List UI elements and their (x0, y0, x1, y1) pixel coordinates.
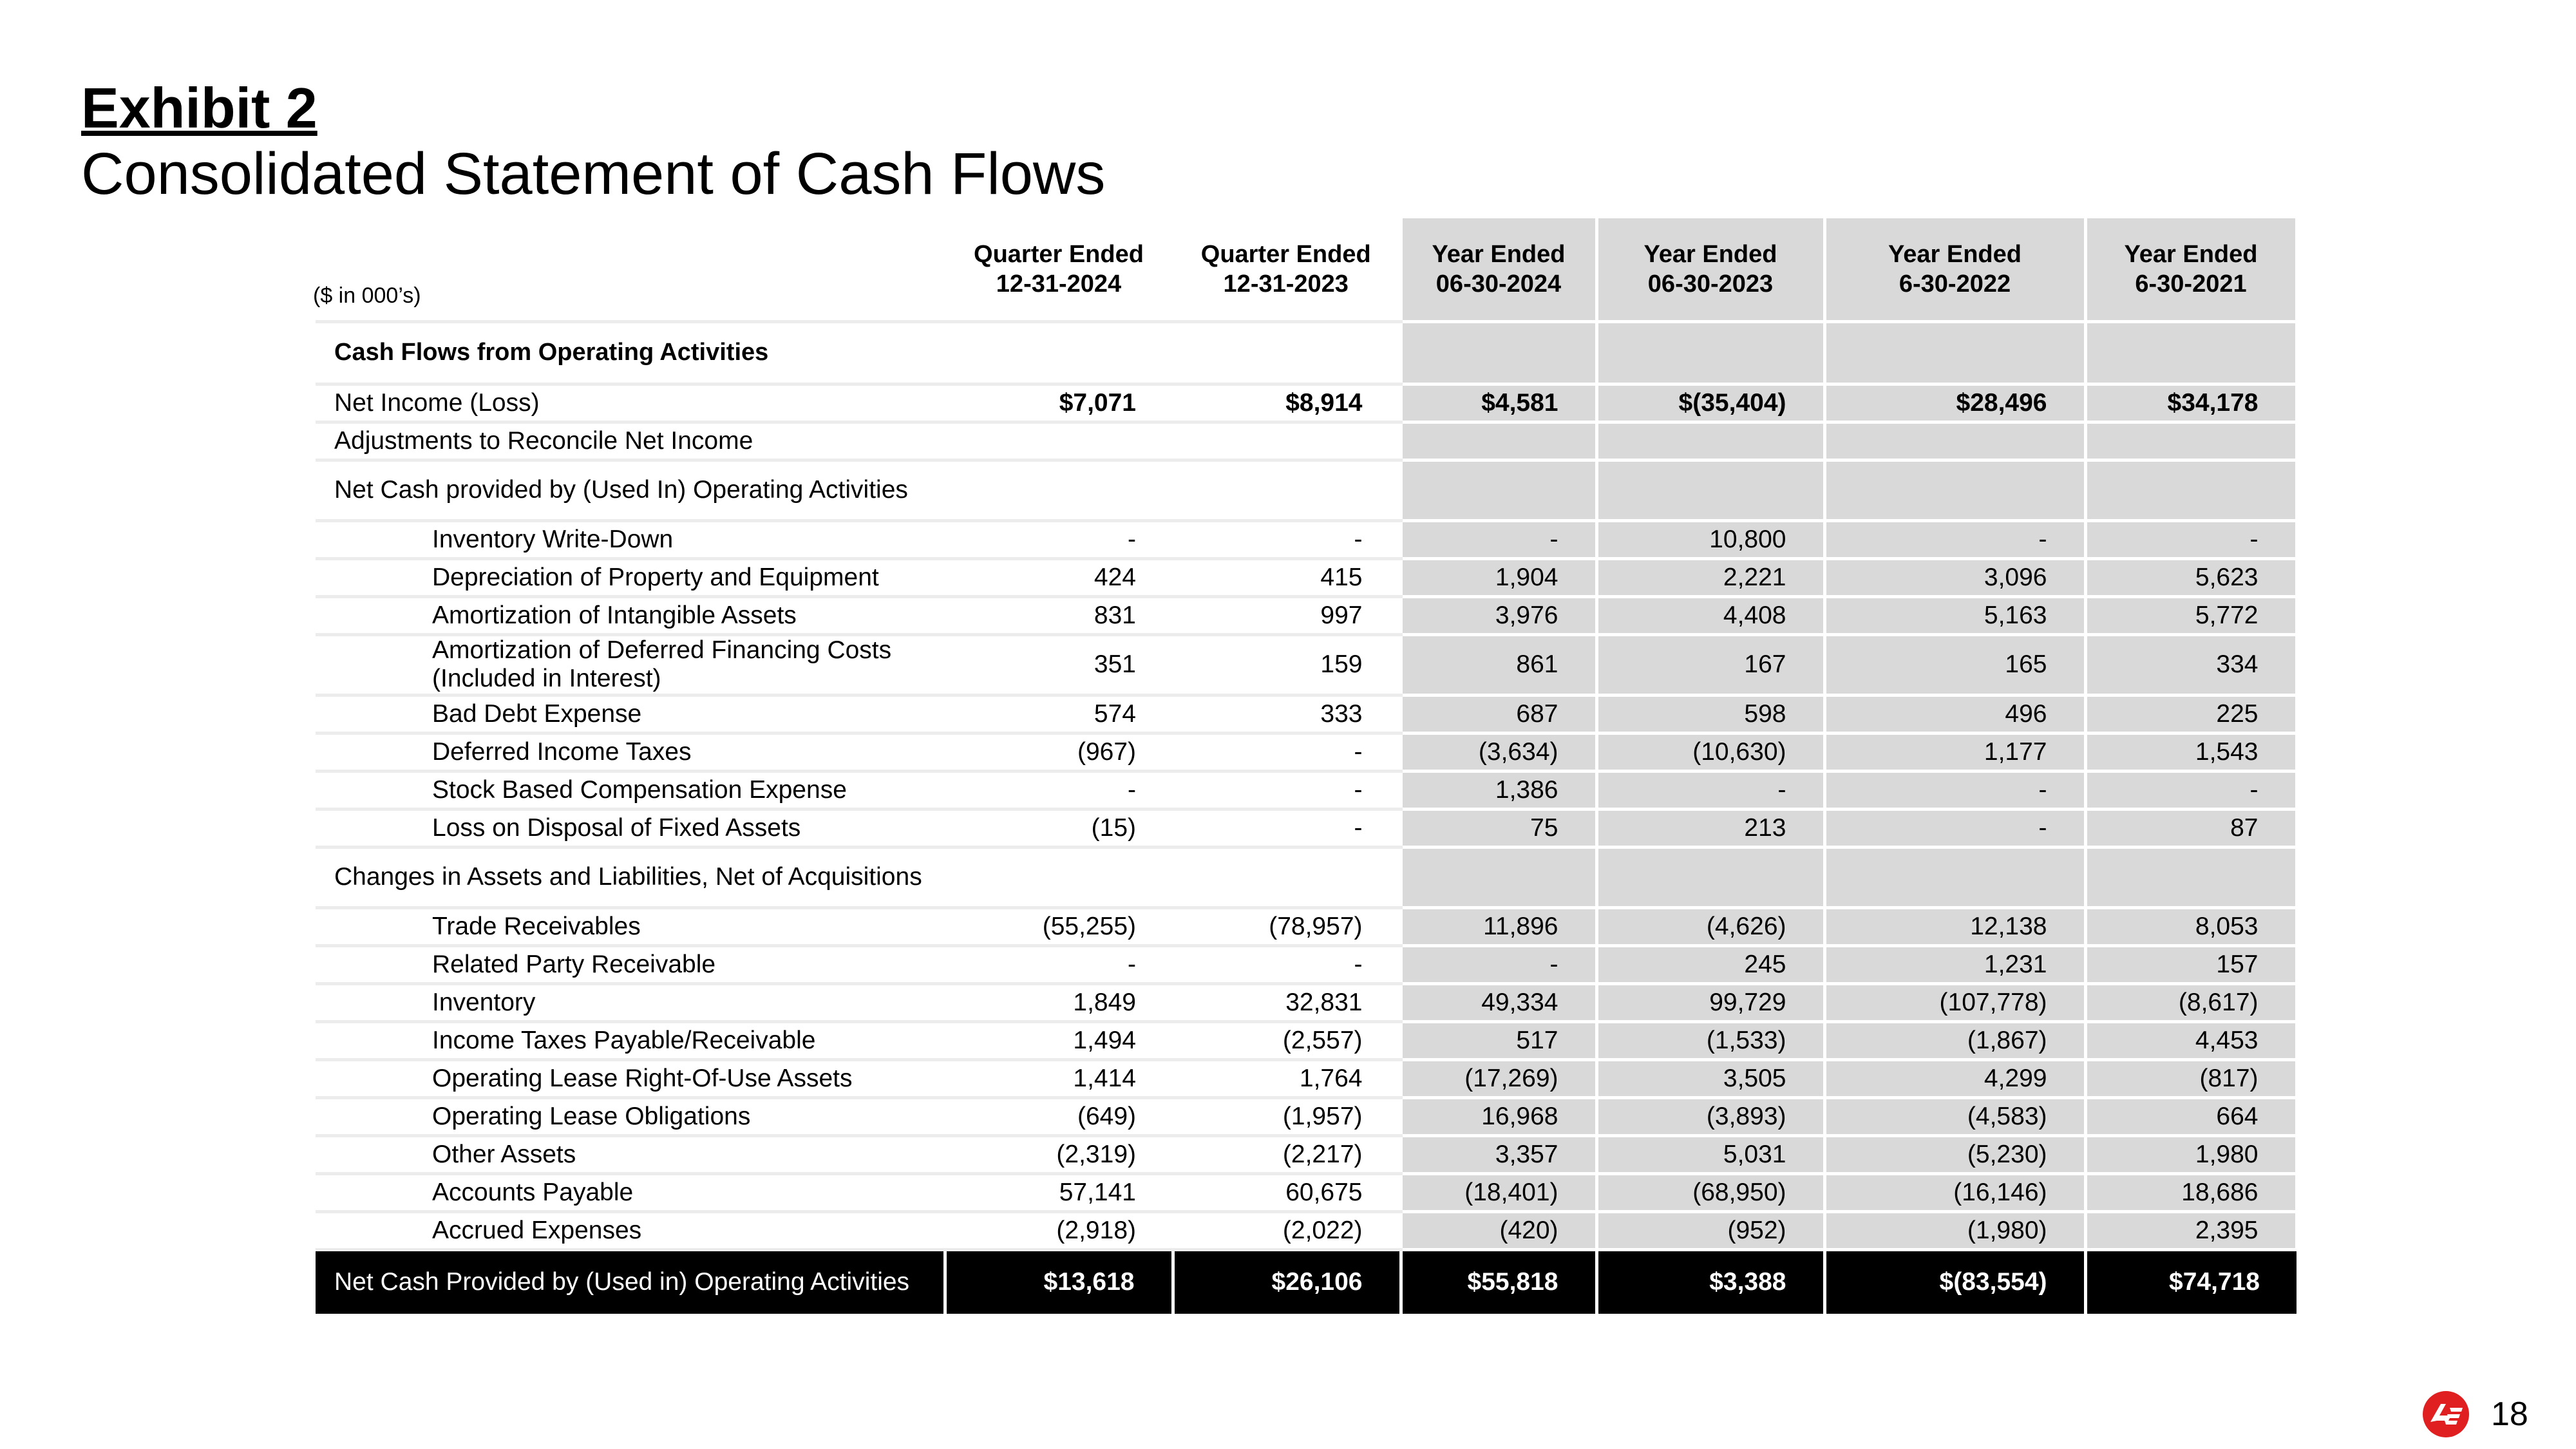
table-cell (1401, 460, 1596, 520)
column-header-line1: Year Ended (1888, 240, 2022, 268)
table-cell: 8,053 (2085, 907, 2297, 945)
table-row (316, 1059, 2297, 1097)
table-cell: - (1401, 945, 1596, 983)
table-cell: 424 (945, 558, 1173, 596)
total-cell: $74,718 (2085, 1249, 2297, 1314)
table-cell (2085, 460, 2297, 520)
table-cell: 87 (2085, 809, 2297, 847)
table-cell: 99,729 (1596, 983, 1824, 1021)
table-cell: 159 (1173, 634, 1401, 695)
table-cell (945, 422, 1173, 460)
table-row (316, 847, 2297, 907)
table-cell: - (945, 520, 1173, 558)
table-cell: (2,022) (1173, 1211, 1401, 1249)
row-label: Accrued Expenses (316, 1211, 945, 1249)
table-cell: - (1596, 771, 1824, 809)
table-cell: (817) (2085, 1059, 2297, 1097)
table-cell: 4,408 (1596, 596, 1824, 634)
table-cell: 225 (2085, 695, 2297, 733)
cash-flow-table (316, 218, 2298, 1314)
table-cell (1173, 321, 1401, 384)
table-cell: - (1824, 520, 2085, 558)
table-cell: - (1824, 809, 2085, 847)
table-cell: - (1401, 520, 1596, 558)
table-row (316, 1211, 2297, 1249)
table-cell: 3,976 (1401, 596, 1596, 634)
row-label: Changes in Assets and Liabilities, Net of Acquisitions (316, 847, 945, 907)
table-cell: 333 (1173, 695, 1401, 733)
table-cell: (4,583) (1824, 1097, 2085, 1135)
table-cell: 1,543 (2085, 733, 2297, 771)
table-row (316, 945, 2297, 983)
header-row (316, 218, 2297, 321)
table-cell: (4,626) (1596, 907, 1824, 945)
row-label: Net Income (Loss) (316, 384, 945, 422)
table-cell: 167 (1596, 634, 1824, 695)
column-header-line1: Quarter Ended (974, 240, 1144, 268)
table-cell: (1,980) (1824, 1211, 2085, 1249)
table-row (316, 1135, 2297, 1173)
table-cell: 496 (1824, 695, 2085, 733)
table-row (316, 634, 2297, 695)
table-cell (945, 460, 1173, 520)
table-cell: 16,968 (1401, 1097, 1596, 1135)
table-row (316, 422, 2297, 460)
section-header: Cash Flows from Operating Activities (316, 321, 945, 384)
row-label: Trade Receivables (316, 907, 945, 945)
column-header (945, 218, 1173, 321)
table-cell: (2,217) (1173, 1135, 1401, 1173)
row-label: Accounts Payable (316, 1173, 945, 1211)
table-cell: 60,675 (1173, 1173, 1401, 1211)
table-cell: 5,623 (2085, 558, 2297, 596)
column-header-line1: Quarter Ended (1200, 240, 1371, 268)
table-cell: (5,230) (1824, 1135, 2085, 1173)
table-cell (1596, 321, 1824, 384)
table-cell: 165 (1824, 634, 2085, 695)
table-row (316, 809, 2297, 847)
table-cell: 5,031 (1596, 1135, 1824, 1173)
table-cell: - (1824, 771, 2085, 809)
exhibit-title: Exhibit 2 (81, 76, 317, 140)
table-cell (1401, 321, 1596, 384)
column-header-line1: Year Ended (1643, 240, 1777, 268)
table-cell: 861 (1401, 634, 1596, 695)
table-cell: (18,401) (1401, 1173, 1596, 1211)
table-cell: $34,178 (2085, 384, 2297, 422)
table-cell: - (1173, 520, 1401, 558)
units-note: ($ in 000’s) (313, 283, 421, 308)
header-spacer (316, 218, 945, 321)
row-label: Stock Based Compensation Expense (316, 771, 945, 809)
column-header-line1: Year Ended (1432, 240, 1566, 268)
table-cell: $4,581 (1401, 384, 1596, 422)
table-cell: 334 (2085, 634, 2297, 695)
table-cell: 3,357 (1401, 1135, 1596, 1173)
row-label: Income Taxes Payable/Receivable (316, 1021, 945, 1059)
column-header-line1: Year Ended (2124, 240, 2258, 268)
row-label: Operating Lease Right-Of-Use Assets (316, 1059, 945, 1097)
table-cell: - (2085, 520, 2297, 558)
row-label: Net Cash provided by (Used In) Operating Activities (316, 460, 945, 520)
table-cell: 1,849 (945, 983, 1173, 1021)
table-cell: (78,957) (1173, 907, 1401, 945)
page-number: 18 (2491, 1396, 2528, 1433)
table-cell: (3,893) (1596, 1097, 1824, 1135)
table-cell: 18,686 (2085, 1173, 2297, 1211)
table-cell: - (1173, 945, 1401, 983)
table-row (316, 1097, 2297, 1135)
table-cell: 10,800 (1596, 520, 1824, 558)
table-cell: - (1173, 733, 1401, 771)
table-cell (1173, 460, 1401, 520)
table-cell (1824, 460, 2085, 520)
table-cell: 1,414 (945, 1059, 1173, 1097)
table-cell: 1,231 (1824, 945, 2085, 983)
table-cell (1401, 847, 1596, 907)
table-row (316, 1021, 2297, 1059)
table-cell: 2,395 (2085, 1211, 2297, 1249)
table-cell: (1,957) (1173, 1097, 1401, 1135)
table-row (316, 907, 2297, 945)
table-row (316, 733, 2297, 771)
table-cell: $(35,404) (1596, 384, 1824, 422)
table-cell: (107,778) (1824, 983, 2085, 1021)
row-label: Other Assets (316, 1135, 945, 1173)
row-label: Deferred Income Taxes (316, 733, 945, 771)
column-header (1173, 218, 1401, 321)
table-cell: 57,141 (945, 1173, 1173, 1211)
table-cell (1173, 422, 1401, 460)
table-cell: 415 (1173, 558, 1401, 596)
table-cell: (952) (1596, 1211, 1824, 1249)
table-cell: (10,630) (1596, 733, 1824, 771)
table-cell (1596, 460, 1824, 520)
table-row (316, 596, 2297, 634)
table-cell: 517 (1401, 1021, 1596, 1059)
table-cell (1596, 422, 1824, 460)
table-cell (945, 321, 1173, 384)
table-cell: 32,831 (1173, 983, 1401, 1021)
company-logo-icon (2421, 1390, 2470, 1439)
table-cell: (649) (945, 1097, 1173, 1135)
table-cell: 1,904 (1401, 558, 1596, 596)
row-label: Related Party Receivable (316, 945, 945, 983)
table-cell: - (2085, 771, 2297, 809)
row-label: Amortization of Intangible Assets (316, 596, 945, 634)
table-cell: 157 (2085, 945, 2297, 983)
table-row (316, 983, 2297, 1021)
table-cell (1596, 847, 1824, 907)
column-header-line2: 12-31-2023 (1223, 270, 1349, 298)
table-cell: 351 (945, 634, 1173, 695)
table-cell: (68,950) (1596, 1173, 1824, 1211)
table-cell: - (1173, 809, 1401, 847)
table-row (316, 695, 2297, 733)
column-header-line2: 6-30-2022 (1899, 270, 2011, 298)
table-cell: 664 (2085, 1097, 2297, 1135)
row-label: Depreciation of Property and Equipment (316, 558, 945, 596)
table-cell: 997 (1173, 596, 1401, 634)
table-cell (2085, 847, 2297, 907)
column-header-line2: 06-30-2024 (1435, 270, 1562, 298)
table-cell: 11,896 (1401, 907, 1596, 945)
total-label: Net Cash Provided by (Used in) Operating Activities (316, 1249, 945, 1314)
table-cell (2085, 321, 2297, 384)
table-cell: (15) (945, 809, 1173, 847)
table-cell: $8,914 (1173, 384, 1401, 422)
table-cell (1173, 847, 1401, 907)
total-cell: $13,618 (945, 1249, 1173, 1314)
table-cell: 3,096 (1824, 558, 2085, 596)
total-cell: $(83,554) (1824, 1249, 2085, 1314)
table-cell: (420) (1401, 1211, 1596, 1249)
table-cell: (55,255) (945, 907, 1173, 945)
row-label: Adjustments to Reconcile Net Income (316, 422, 945, 460)
table-cell: (1,533) (1596, 1021, 1824, 1059)
row-label: Inventory (316, 983, 945, 1021)
table-cell: (1,867) (1824, 1021, 2085, 1059)
table-cell: 12,138 (1824, 907, 2085, 945)
table-cell: $28,496 (1824, 384, 2085, 422)
total-cell: $26,106 (1173, 1249, 1401, 1314)
column-header (1401, 218, 1596, 321)
table-cell (945, 847, 1173, 907)
column-header (1824, 218, 2085, 321)
table-row (316, 558, 2297, 596)
table-cell: 3,505 (1596, 1059, 1824, 1097)
table-cell: 1,494 (945, 1021, 1173, 1059)
table-cell: 213 (1596, 809, 1824, 847)
table-cell: 5,163 (1824, 596, 2085, 634)
table-cell: 1,177 (1824, 733, 2085, 771)
table-row (316, 520, 2297, 558)
table-cell: $7,071 (945, 384, 1173, 422)
table-cell: - (945, 945, 1173, 983)
table-cell: (17,269) (1401, 1059, 1596, 1097)
column-header-line2: 06-30-2023 (1647, 270, 1774, 298)
table-cell (2085, 422, 2297, 460)
row-label: Loss on Disposal of Fixed Assets (316, 809, 945, 847)
table-cell: - (945, 771, 1173, 809)
table-cell: 598 (1596, 695, 1824, 733)
table-cell: - (1173, 771, 1401, 809)
table-cell: 1,980 (2085, 1135, 2297, 1173)
column-header-line2: 12-31-2024 (996, 270, 1122, 298)
table-cell: (2,557) (1173, 1021, 1401, 1059)
table-row (316, 460, 2297, 520)
total-row (316, 1249, 2297, 1314)
table-row (316, 384, 2297, 422)
total-cell: $3,388 (1596, 1249, 1824, 1314)
table-cell (1401, 422, 1596, 460)
table-row (316, 1173, 2297, 1211)
table-cell: 831 (945, 596, 1173, 634)
table-cell: 245 (1596, 945, 1824, 983)
table-cell (1824, 422, 2085, 460)
table-row (316, 771, 2297, 809)
table-cell: 574 (945, 695, 1173, 733)
row-label: Amortization of Deferred Financing Costs (Included in Interest) (316, 634, 945, 695)
table-cell: 1,764 (1173, 1059, 1401, 1097)
table-cell (1824, 847, 2085, 907)
table-cell: (8,617) (2085, 983, 2297, 1021)
column-header (2085, 218, 2297, 321)
column-header (1596, 218, 1824, 321)
table-cell: 2,221 (1596, 558, 1824, 596)
table-cell: (3,634) (1401, 733, 1596, 771)
row-label: Inventory Write-Down (316, 520, 945, 558)
table-cell: 75 (1401, 809, 1596, 847)
column-header-line2: 6-30-2021 (2135, 270, 2247, 298)
row-label: Bad Debt Expense (316, 695, 945, 733)
table-cell: 49,334 (1401, 983, 1596, 1021)
row-label: Operating Lease Obligations (316, 1097, 945, 1135)
table-cell: 4,299 (1824, 1059, 2085, 1097)
table-cell: (2,319) (945, 1135, 1173, 1173)
table-cell: (967) (945, 733, 1173, 771)
table-cell: 687 (1401, 695, 1596, 733)
table-cell: (2,918) (945, 1211, 1173, 1249)
section-header-row (316, 321, 2297, 384)
table-cell: 4,453 (2085, 1021, 2297, 1059)
table-cell: 1,386 (1401, 771, 1596, 809)
table-cell (1824, 321, 2085, 384)
statement-title: Consolidated Statement of Cash Flows (81, 141, 1106, 207)
total-cell: $55,818 (1401, 1249, 1596, 1314)
table-cell: 5,772 (2085, 596, 2297, 634)
table-cell: (16,146) (1824, 1173, 2085, 1211)
